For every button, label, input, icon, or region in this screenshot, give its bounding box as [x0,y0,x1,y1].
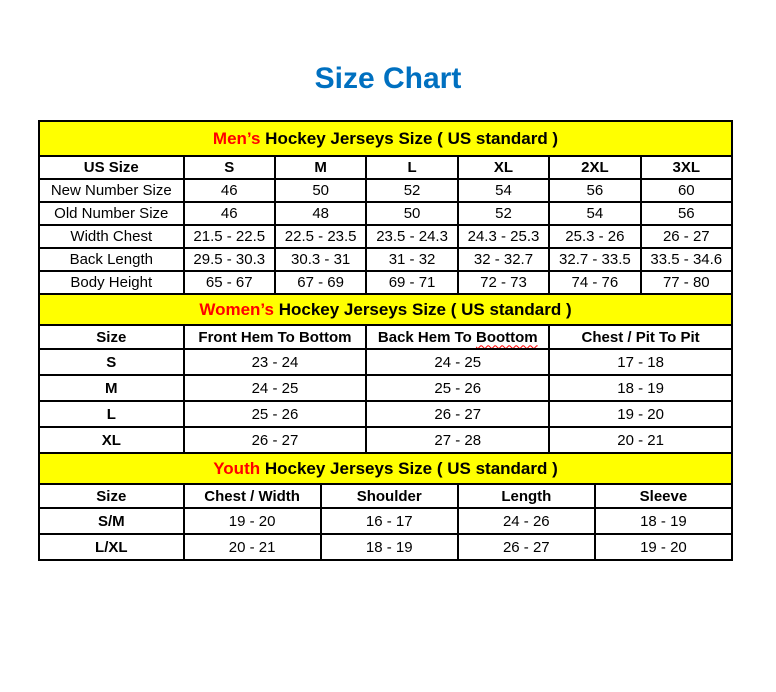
mens-size-table [38,120,733,295]
size-value-cell: 74 - 76 [549,271,640,294]
size-value-cell: 67 - 69 [275,271,366,294]
size-value-cell: 18 - 19 [321,534,458,560]
column-header: Chest / Pit To Pit [549,325,732,349]
size-value-cell: 65 - 67 [184,271,275,294]
youth-section-row [39,453,732,484]
column-header: US Size [39,156,184,179]
row-label: New Number Size [39,179,184,202]
size-value-cell: 27 - 28 [366,427,549,453]
size-value-cell: 52 [366,179,457,202]
size-value-cell: 20 - 21 [549,427,732,453]
size-value-cell: 17 - 18 [549,349,732,375]
column-header: XL [458,156,549,179]
size-value-cell: 56 [641,202,732,225]
size-value-cell: 32.7 - 33.5 [549,248,640,271]
size-value-cell: 16 - 17 [321,508,458,534]
womens-section-row [39,294,732,325]
size-value-cell: 29.5 - 30.3 [184,248,275,271]
table-row [39,427,732,453]
size-value-cell: 50 [275,179,366,202]
table-row [39,248,732,271]
youth-size-table [38,452,733,561]
column-header: 3XL [641,156,732,179]
column-header: M [275,156,366,179]
size-value-cell: 69 - 71 [366,271,457,294]
size-value-cell: 77 - 80 [641,271,732,294]
womens-size-table [38,293,733,454]
size-value-cell: 25.3 - 26 [549,225,640,248]
column-header: Front Hem To Bottom [184,325,367,349]
size-value-cell: 19 - 20 [595,534,732,560]
size-value-cell: 26 - 27 [184,427,367,453]
row-label: L [39,401,184,427]
size-value-cell: 21.5 - 22.5 [184,225,275,248]
mens-section-highlight: Men’s [212,128,261,148]
row-label: M [39,375,184,401]
column-header-misspelled [366,325,549,349]
size-value-cell: 20 - 21 [184,534,321,560]
size-value-cell: 46 [184,202,275,225]
table-row [39,375,732,401]
column-header: L [366,156,457,179]
column-header: Size [39,325,184,349]
row-label: L/XL [39,534,184,560]
row-label: XL [39,427,184,453]
size-value-cell: 46 [184,179,275,202]
row-label: S/M [39,508,184,534]
misspelled-word: Boottom [475,328,538,346]
size-value-cell: 25 - 26 [184,401,367,427]
womens-section-highlight: Women’s [199,299,274,319]
mens-section-title-rest: Hockey Jerseys Size ( US standard ) [260,128,559,148]
back-hem-prefix: Back Hem To [377,328,476,346]
size-value-cell: 33.5 - 34.6 [641,248,732,271]
column-header: S [184,156,275,179]
row-label: Old Number Size [39,202,184,225]
womens-section-header [39,294,732,325]
row-label: Width Chest [39,225,184,248]
size-value-cell: 30.3 - 31 [275,248,366,271]
mens-column-header-row [39,156,732,179]
page-title: Size Chart [314,62,462,95]
size-value-cell: 52 [458,202,549,225]
size-value-cell: 26 - 27 [458,534,595,560]
mens-section-row [39,121,732,156]
mens-section-header [39,121,732,156]
table-row [39,179,732,202]
womens-column-header-row [39,325,732,349]
size-value-cell: 72 - 73 [458,271,549,294]
column-header: Length [458,484,595,508]
column-header: Shoulder [321,484,458,508]
size-value-cell: 25 - 26 [366,375,549,401]
size-value-cell: 32 - 32.7 [458,248,549,271]
youth-column-header-row [39,484,732,508]
table-row [39,401,732,427]
table-row [39,225,732,248]
size-value-cell: 24 - 25 [184,375,367,401]
size-value-cell: 26 - 27 [366,401,549,427]
size-value-cell: 19 - 20 [549,401,732,427]
column-header: Sleeve [595,484,732,508]
size-chart-tables [38,120,733,561]
column-header: Chest / Width [184,484,321,508]
youth-section-title-rest: Hockey Jerseys Size ( US standard ) [260,458,558,478]
size-value-cell: 24.3 - 25.3 [458,225,549,248]
size-value-cell: 54 [458,179,549,202]
size-value-cell: 19 - 20 [184,508,321,534]
table-row [39,271,732,294]
size-value-cell: 50 [366,202,457,225]
size-value-cell: 48 [275,202,366,225]
row-label: Body Height [39,271,184,294]
table-row [39,349,732,375]
size-value-cell: 24 - 26 [458,508,595,534]
size-value-cell: 23 - 24 [184,349,367,375]
size-value-cell: 31 - 32 [366,248,457,271]
size-value-cell: 24 - 25 [366,349,549,375]
size-value-cell: 26 - 27 [641,225,732,248]
table-row [39,202,732,225]
size-value-cell: 56 [549,179,640,202]
size-value-cell: 23.5 - 24.3 [366,225,457,248]
column-header: 2XL [549,156,640,179]
size-value-cell: 18 - 19 [549,375,732,401]
size-value-cell: 54 [549,202,640,225]
table-row [39,508,732,534]
youth-section-header [39,453,732,484]
row-label: Back Length [39,248,184,271]
youth-section-highlight: Youth [213,458,261,478]
row-label: S [39,349,184,375]
size-value-cell: 60 [641,179,732,202]
size-value-cell: 18 - 19 [595,508,732,534]
womens-section-title-rest: Hockey Jerseys Size ( US standard ) [273,299,572,319]
table-row [39,534,732,560]
size-value-cell: 22.5 - 23.5 [275,225,366,248]
column-header: Size [39,484,184,508]
